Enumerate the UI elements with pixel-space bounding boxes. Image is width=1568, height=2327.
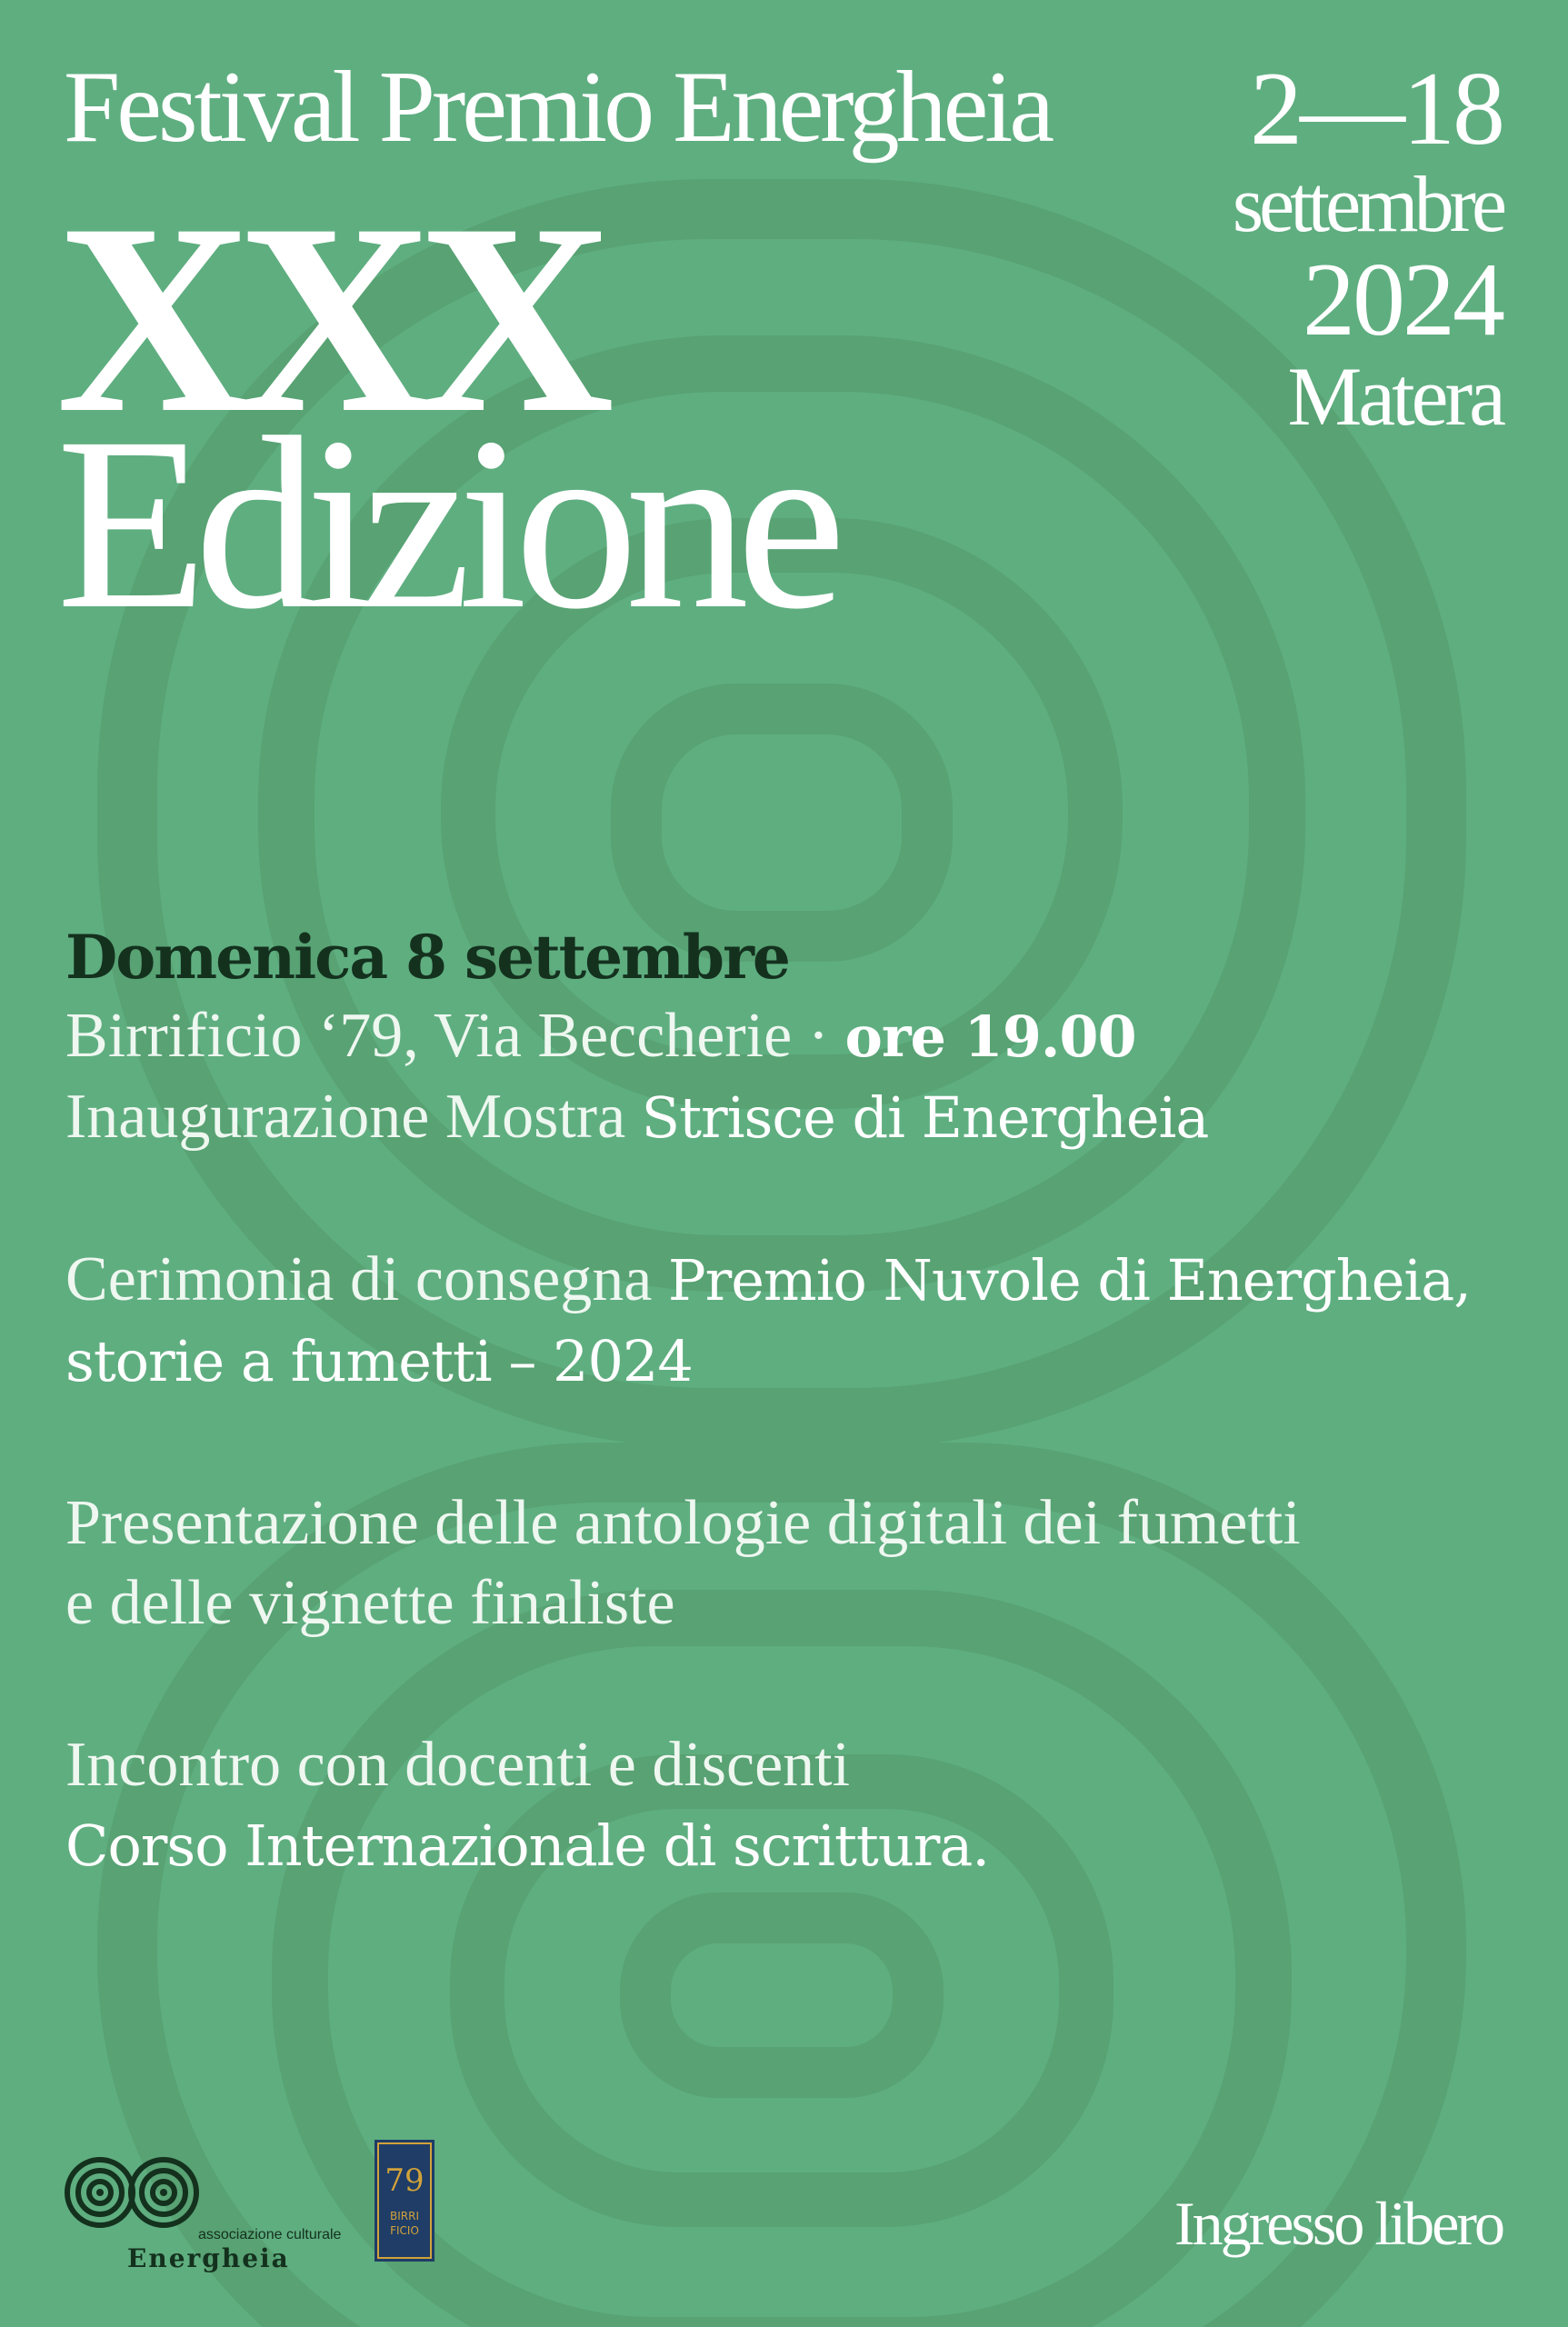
svg-text:79: 79 [385,2162,424,2199]
svg-text:BIRRI: BIRRI [390,2210,419,2222]
ceremony-name-line2: storie a fumetti – 2024 [65,1328,693,1394]
ceremony-line [65,1240,1520,1321]
ceremony-line-2 [65,1321,1520,1402]
double-spiral-logo-icon [64,2154,200,2236]
energheia-association-logo [64,2154,342,2273]
date-city: Matera [1287,350,1503,443]
presentation-line-2: e delle vignette finaliste [65,1568,675,1638]
course-name: Corso Internazionale di scrittura. [65,1813,990,1879]
exhibition-name: Strisce di Energheia [641,1084,1209,1151]
meeting-line-1: Incontro con docenti e discenti [65,1730,851,1800]
assoc-name: Energheia [127,2243,290,2273]
free-entry: Ingresso libero [1174,2189,1503,2258]
edition-number: XXX [56,167,598,469]
exhibition-prefix: Inaugurazione Mostra [65,1082,642,1152]
svg-text:FICIO: FICIO [390,2224,419,2237]
ceremony-name-line1: Premio Nuvole di Energheia, [667,1247,1471,1313]
event-time: ore 19.00 [844,1004,1136,1070]
ceremony-prefix: Cerimonia di consegna [65,1244,668,1314]
date-block [1232,51,1503,443]
assoc-subtitle: associazione culturale [198,2227,342,2242]
meeting-line-2 [65,1805,1520,1886]
venue-text: Birrificio ‘79, Via Beccherie · [65,1001,845,1071]
event-program [65,918,1520,1886]
date-month: settembre [1232,161,1503,249]
birrificio-79-logo-icon [375,2140,434,2262]
presentation-line-1: Presentazione delle antologie digitali dei fumetti [65,1488,1301,1558]
festival-title: Festival Premio Energheia [64,51,1052,164]
date-range: 2—18 [1250,51,1503,167]
event-day: Domenica 8 settembre [65,922,789,993]
date-year: 2024 [1303,242,1503,358]
edition-word: Edizione [56,386,834,660]
venue-line [65,996,1520,1077]
exhibition-line [65,1077,1520,1158]
